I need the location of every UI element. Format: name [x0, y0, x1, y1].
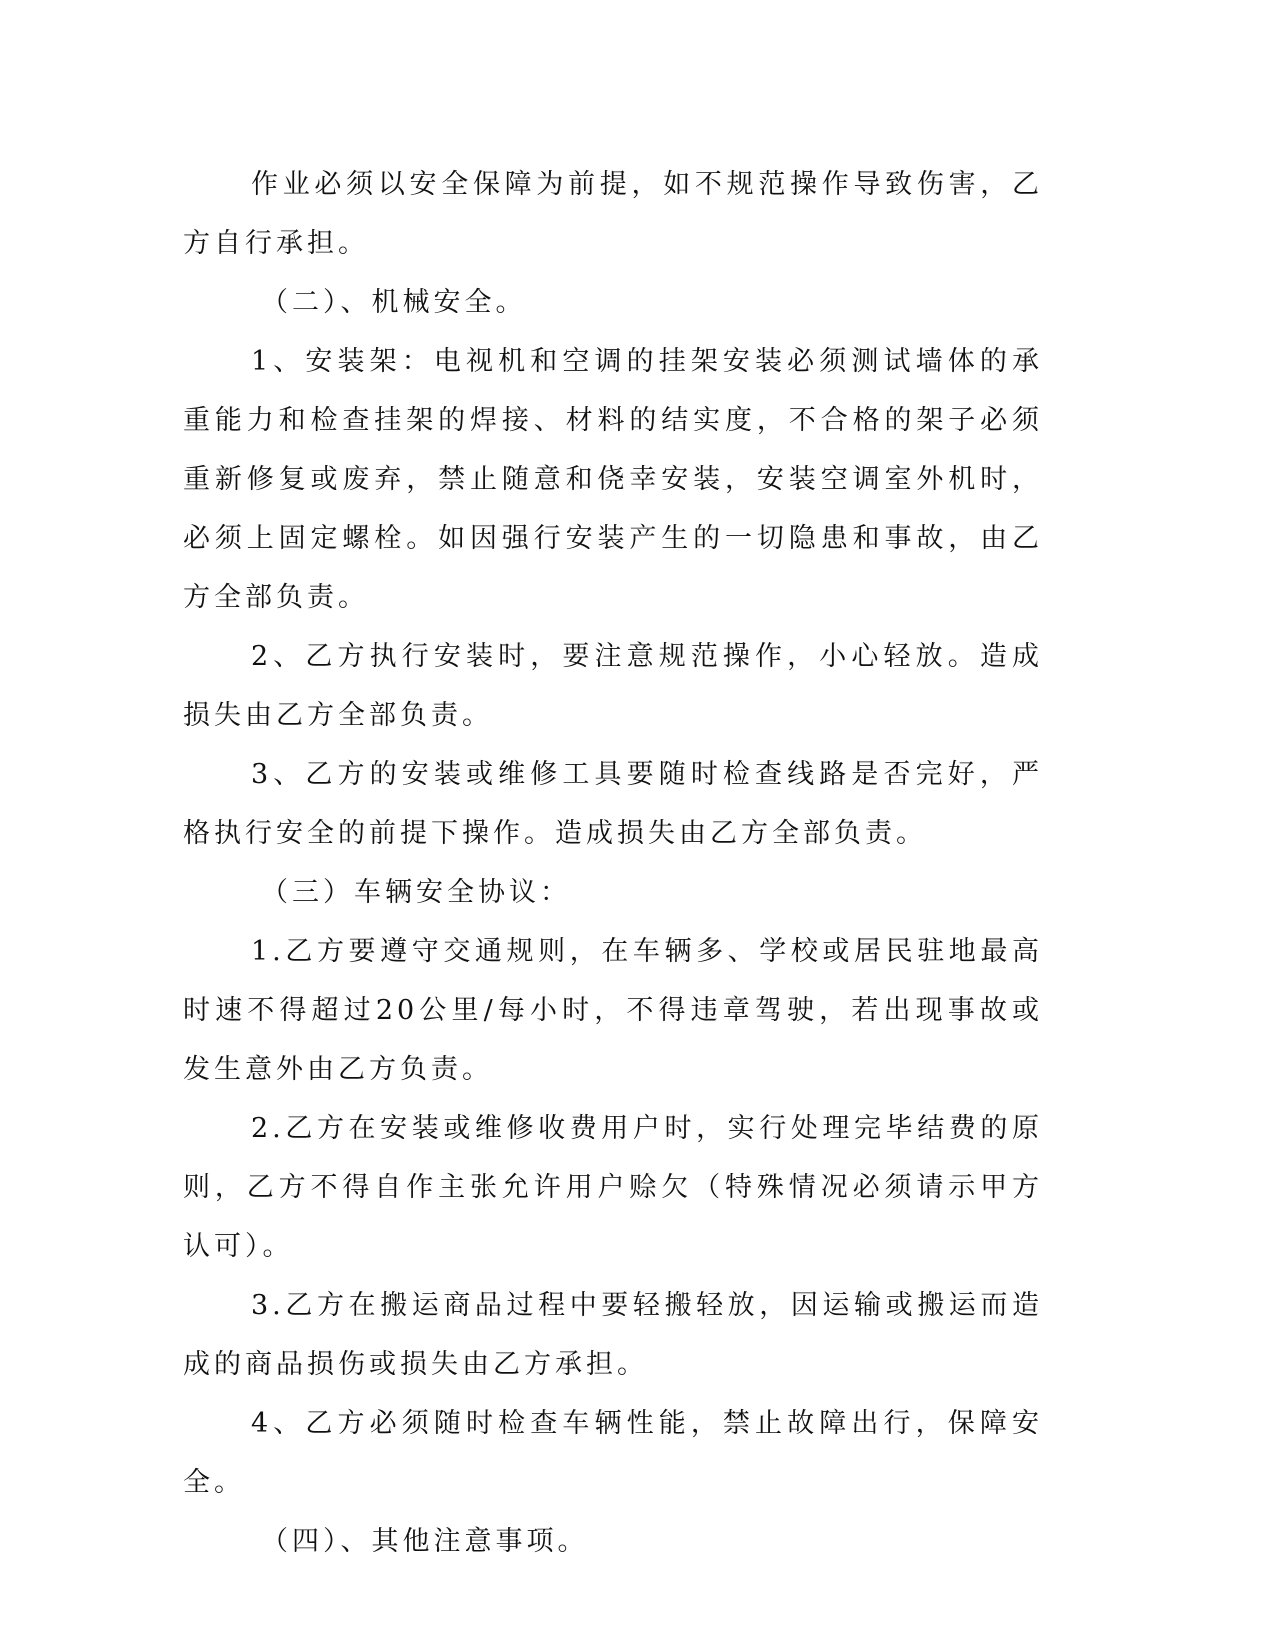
paragraph-vehicle-item-1: 1.乙方要遵守交通规则，在车辆多、学校或居民驻地最高时速不得超过20公里/每小时，不得违章驾驶，若出现事故或发生意外由乙方负责。 [183, 936, 1043, 1085]
paragraph-continuation: 作业必须以安全保障为前提，如不规范操作导致伤害，乙方自行承担。 [183, 169, 1043, 259]
paragraph-item-3-tools: 3、乙方的安装或维修工具要随时检查线路是否完好，严格执行安全的前提下操作。造成损失由乙方全部负责。 [183, 759, 1043, 849]
document-body [183, 155, 1043, 1571]
section-heading-vehicle-safety: （三）车辆安全协议： [261, 877, 571, 908]
paragraph-item-1-mounting-bracket: 1、安装架：电视机和空调的挂架安装必须测试墙体的承重能力和检查挂架的焊接、材料的结实度，不合格的架子必须重新修复或废弃，禁止随意和侥幸安装，安装空调室外机时，必须上固定螺栓。如因强行安装产生的一切隐患和事故，由乙方全部负责。 [183, 346, 1043, 613]
paragraph-item-2-installation: 2、乙方执行安装时，要注意规范操作，小心轻放。造成损失由乙方全部负责。 [183, 641, 1043, 731]
paragraph-vehicle-item-3: 3.乙方在搬运商品过程中要轻搬轻放，因运输或搬运而造成的商品损伤或损失由乙方承担。 [183, 1290, 1043, 1380]
section-heading-other-notes: （四）、其他注意事项。 [261, 1526, 589, 1557]
section-heading-mechanical-safety: （二）、机械安全。 [261, 287, 527, 318]
paragraph-vehicle-item-4: 4、乙方必须随时检查车辆性能，禁止故障出行，保障安全。 [183, 1408, 1043, 1498]
paragraph-vehicle-item-2: 2.乙方在安装或维修收费用户时，实行处理完毕结费的原则，乙方不得自作主张允许用户赊欠（特殊情况必须请示甲方认可）。 [183, 1113, 1043, 1262]
